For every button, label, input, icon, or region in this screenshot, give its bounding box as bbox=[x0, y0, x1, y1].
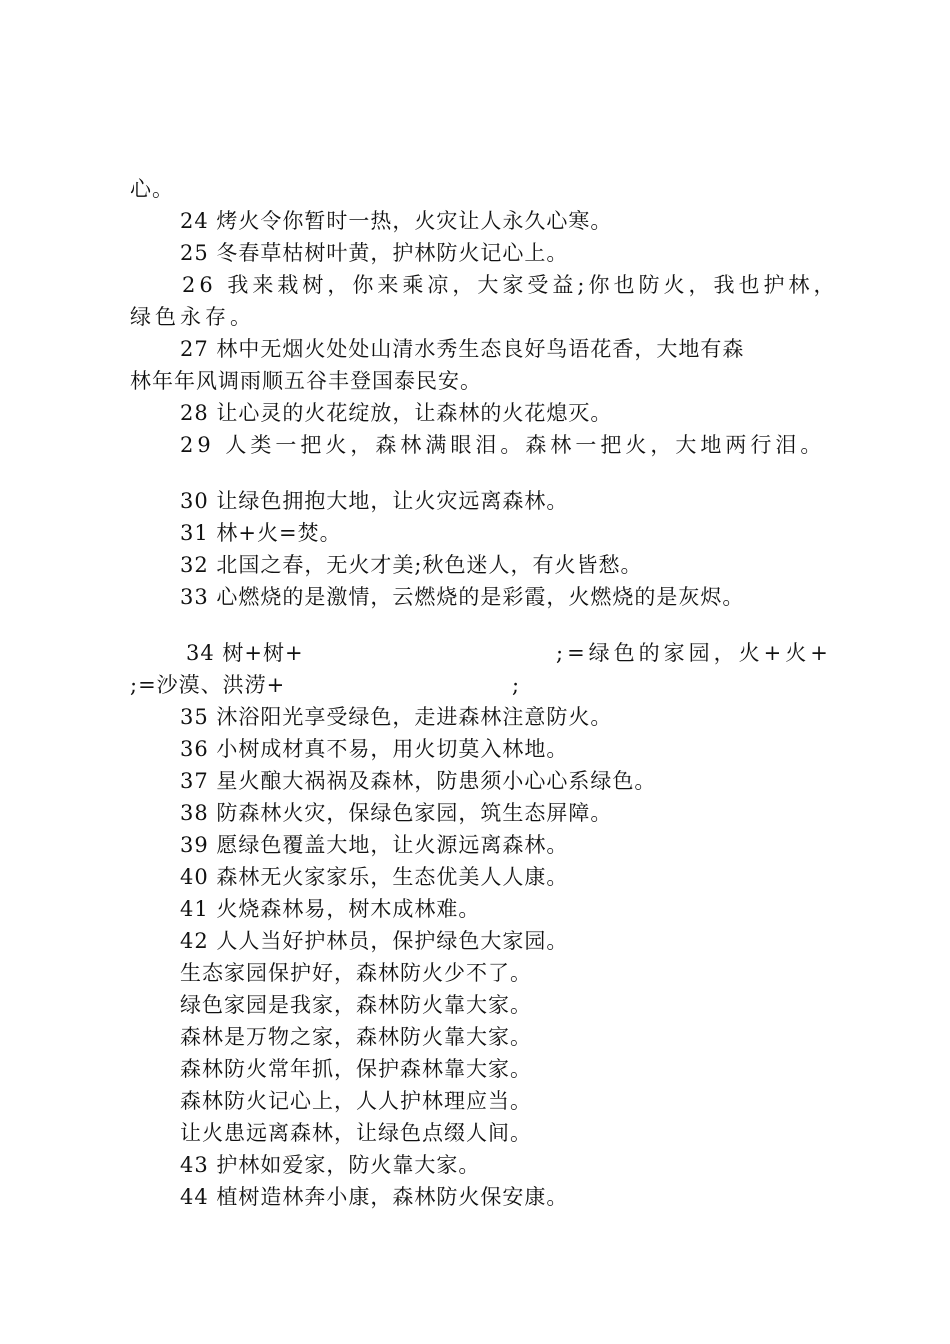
text-line: 24 烤火令你暂时一热，火灾让人永久心寒。 bbox=[180, 209, 613, 233]
text-line: 26 我来栽树，你来乘凉，大家受益;你也防火，我也护林， bbox=[182, 273, 839, 297]
text-line: 31 林+火=焚。 bbox=[180, 521, 342, 545]
text-line: ;=沙漠、洪涝+ bbox=[130, 673, 286, 697]
text-line: 36 小树成材真不易，用火切莫入林地。 bbox=[180, 737, 569, 761]
text-line: 绿色家园是我家，森林防火靠大家。 bbox=[180, 993, 532, 1017]
text-line: 37 星火酿大祸祸及森林，防患须小心心系绿色。 bbox=[180, 769, 657, 793]
text-line: 生态家园保护好，森林防火少不了。 bbox=[180, 961, 532, 985]
text-line: 34 树+树+ bbox=[186, 641, 304, 665]
text-line: 林年年风调雨顺五谷丰登国泰民安。 bbox=[130, 369, 482, 393]
text-line: 25 冬春草枯树叶黄，护林防火记心上。 bbox=[180, 241, 569, 265]
text-line: 33 心燃烧的是激情，云燃烧的是彩霞，火燃烧的是灰烬。 bbox=[180, 585, 745, 609]
text-line: 森林是万物之家，森林防火靠大家。 bbox=[180, 1025, 532, 1049]
text-line: 38 防森林火灾，保绿色家园，筑生态屏障。 bbox=[180, 801, 613, 825]
text-line: 40 森林无火家家乐，生态优美人人康。 bbox=[180, 865, 569, 889]
text-line: 32 北国之春，无火才美;秋色迷人，有火皆愁。 bbox=[180, 553, 643, 577]
text-line: 44 植树造林奔小康，森林防火保安康。 bbox=[180, 1185, 569, 1209]
text-line: 28 让心灵的火花绽放，让森林的火花熄灭。 bbox=[180, 401, 613, 425]
text-line: 30 让绿色拥抱大地，让火灾远离森林。 bbox=[180, 489, 569, 513]
text-line: 绿色永存。 bbox=[130, 305, 255, 329]
text-line: 森林防火记心上，人人护林理应当。 bbox=[180, 1089, 532, 1113]
text-line: 35 沐浴阳光享受绿色，走进森林注意防火。 bbox=[180, 705, 613, 729]
text-line: 让火患远离森林，让绿色点缀人间。 bbox=[180, 1121, 532, 1145]
text-line: 29 人类一把火，森林满眼泪。森林一把火，大地两行泪。 bbox=[180, 433, 826, 457]
text-line: 森林防火常年抓，保护森林靠大家。 bbox=[180, 1057, 532, 1081]
text-line: 39 愿绿色覆盖大地，让火源远离森林。 bbox=[180, 833, 569, 857]
text-line: 27 林中无烟火处处山清水秀生态良好鸟语花香，大地有森 bbox=[180, 337, 745, 361]
text-line: 41 火烧森林易，树木成林难。 bbox=[180, 897, 481, 921]
text-line: 心。 bbox=[130, 177, 174, 201]
text-line: ;=绿色的家园，火+火+ bbox=[556, 641, 832, 665]
text-line: ; bbox=[512, 673, 521, 697]
text-line: 42 人人当好护林员，保护绿色大家园。 bbox=[180, 929, 569, 953]
text-line: 43 护林如爱家，防火靠大家。 bbox=[180, 1153, 481, 1177]
